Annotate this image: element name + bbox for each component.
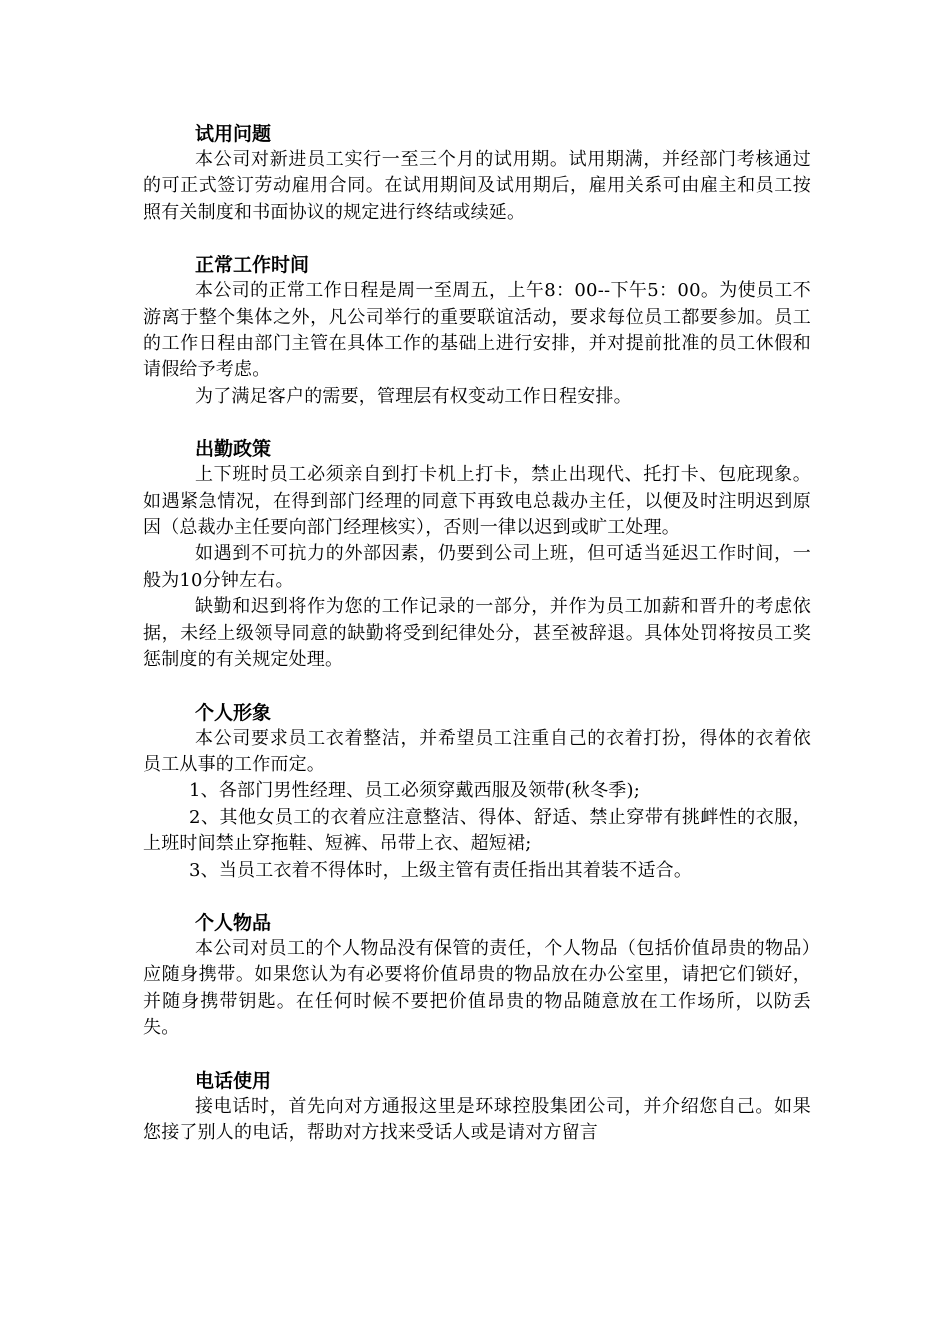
section-heading: 个人物品 [195,911,272,934]
list-item: 1、各部门男性经理、员工必须穿戴西服及领带(秋冬季); [189,780,640,802]
list-item: 3、当员工衣着不得体时，上级主管有责任指出其着装不适合。 [189,859,693,881]
paragraph: 接电话时，首先向对方通报这里是环球控股集团公司，并介绍您自己。如果您接了别人的电话，帮助对方找来受话人或是请对方留言 [143,1095,811,1143]
paragraph: 本公司的正常工作日程是周一至周五，上午8：00--下午5：00。为使员工不游离于整个集体之外，凡公司举行的重要联谊活动，要求每位员工都要参加。员工的工作日程由部门主管在具体工作的基础上进行安排，并对提前批准的员工休假和请假给予考虑。 [143,280,811,381]
section-1 [143,121,811,226]
section-heading: 正常工作时间 [195,254,310,277]
paragraph: 本公司对员工的个人物品没有保管的责任，个人物品（包括价值昂贵的物品）应随身携带。如果您认为有必要将价值昂贵的物品放在办公室里，请把它们锁好，并随身携带钥匙。在任何时候不要把价值昂贵的物品随意放在工作场所，以防丢失。 [143,937,811,1039]
section-6 [143,1068,811,1147]
section-heading: 试用问题 [195,123,272,145]
list-item: 2、其他女员工的衣着应注意整洁、得体、舒适、禁止穿带有挑衅性的衣服，上班时间禁止穿拖鞋、短裤、吊带上衣、超短裙; [143,806,811,855]
section-2 [143,252,811,410]
section-heading: 电话使用 [195,1069,272,1092]
paragraph: 为了满足客户的需要，管理层有权变动工作日程安排。 [195,385,632,407]
section-3 [143,436,811,673]
section-5 [143,910,811,1042]
paragraph: 本公司对新进员工实行一至三个月的试用期。试用期满，并经部门考核通过的可正式签订劳动雇用合同。在试用期间及试用期后，雇用关系可由雇主和员工按照有关制度和书面协议的规定进行终结或续延。 [143,149,811,223]
document-page [143,121,811,1172]
paragraph: 本公司要求员工衣着整洁，并希望员工注重自己的衣着打扮，得体的衣着依员工从事的工作而定。 [143,727,811,775]
paragraph: 如遇到不可抗力的外部因素，仍要到公司上班，但可适当延迟工作时间，一般为10分钟左右。 [143,543,811,591]
paragraph: 缺勤和迟到将作为您的工作记录的一部分，并作为员工加薪和晋升的考虑依据，未经上级领导同意的缺勤将受到纪律处分，甚至被辞退。具体处罚将按员工奖惩制度的有关规定处理。 [143,596,811,671]
section-4 [143,700,811,884]
paragraph: 上下班时员工必须亲自到打卡机上打卡，禁止出现代、托打卡、包庇现象。如遇紧急情况，在得到部门经理的同意下再致电总裁办主任，以便及时注明迟到原因（总裁办主任要向部门经理核实），否则一律以迟到或旷工处理。 [143,464,811,539]
section-heading: 出勤政策 [195,438,272,461]
section-heading: 个人形象 [195,701,272,724]
